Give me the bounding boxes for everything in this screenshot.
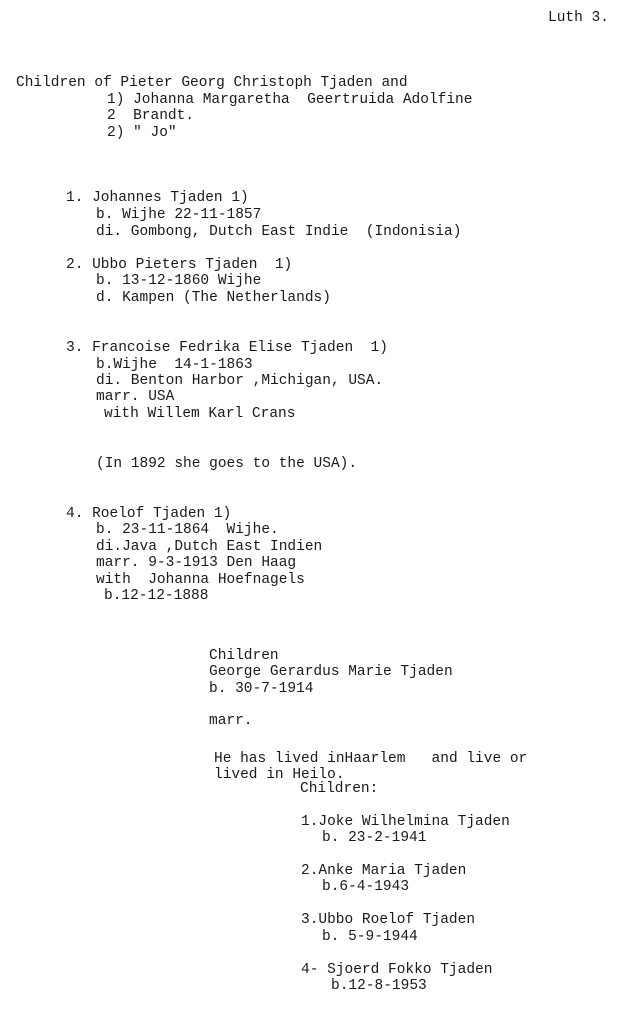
grandchild-3-born: b. 5-9-1944 xyxy=(322,929,418,945)
child-3-spouse: with Willem Karl Crans xyxy=(104,406,296,422)
grandchild-2-name: 2.Anke Maria Tjaden xyxy=(301,863,467,879)
child-4-died: di.Java ,Dutch East Indien xyxy=(96,539,323,555)
heading-line-2: 1) Johanna Margaretha Geertruida Adolfine xyxy=(107,92,473,108)
child-1-died: di. Gombong, Dutch East Indie (Indonisia) xyxy=(96,224,462,240)
residence-line-1: He has lived inHaarlem and live or xyxy=(214,751,528,767)
residence-line-2: lived in Heilo. xyxy=(214,767,345,783)
son-born: b. 30-7-1914 xyxy=(209,681,314,697)
child-3-married: marr. USA xyxy=(96,389,175,405)
child-4-born: b. 23-11-1864 Wijhe. xyxy=(96,522,279,538)
child-4-spouse-born: b.12-12-1888 xyxy=(104,588,209,604)
page-label: Luth 3. xyxy=(548,10,609,26)
grandchild-1-born: b. 23-2-1941 xyxy=(322,830,427,846)
son-married: marr. xyxy=(209,713,253,729)
child-3-died: di. Benton Harbor ,Michigan, USA. xyxy=(96,373,384,389)
child-3-name: 3. Francoise Fedrika Elise Tjaden 1) xyxy=(66,340,388,356)
heading-line-4: 2) " Jo" xyxy=(107,125,177,141)
grandchild-1-name: 1.Joke Wilhelmina Tjaden xyxy=(301,814,510,830)
child-4-married: marr. 9-3-1913 Den Haag xyxy=(96,555,297,571)
child-1-name: 1. Johannes Tjaden 1) xyxy=(66,190,249,206)
grandchildren-header: Children xyxy=(209,648,279,664)
grandchild-2-born: b.6-4-1943 xyxy=(322,879,410,895)
grandchild-4-born: b.12-8-1953 xyxy=(331,978,427,994)
child-1-born: b. Wijhe 22-11-1857 xyxy=(96,207,262,223)
child-2-died: d. Kampen (The Netherlands) xyxy=(96,290,331,306)
child-3-note: (In 1892 she goes to the USA). xyxy=(96,456,358,472)
child-2-born: b. 13-12-1860 Wijhe xyxy=(96,273,262,289)
child-4-name: 4. Roelof Tjaden 1) xyxy=(66,506,232,522)
son-name: George Gerardus Marie Tjaden xyxy=(209,664,453,680)
child-4-spouse: with Johanna Hoefnagels xyxy=(96,572,305,588)
grandchild-4-name: 4- Sjoerd Fokko Tjaden xyxy=(301,962,493,978)
child-2-name: 2. Ubbo Pieters Tjaden 1) xyxy=(66,257,293,273)
great-grandchildren-header: Children: xyxy=(300,781,379,797)
child-3-born: b.Wijhe 14-1-1863 xyxy=(96,357,253,373)
grandchild-3-name: 3.Ubbo Roelof Tjaden xyxy=(301,912,476,928)
heading-line-3: 2 Brandt. xyxy=(107,108,195,124)
heading-line-1: Children of Pieter Georg Christoph Tjaden and xyxy=(16,75,408,91)
